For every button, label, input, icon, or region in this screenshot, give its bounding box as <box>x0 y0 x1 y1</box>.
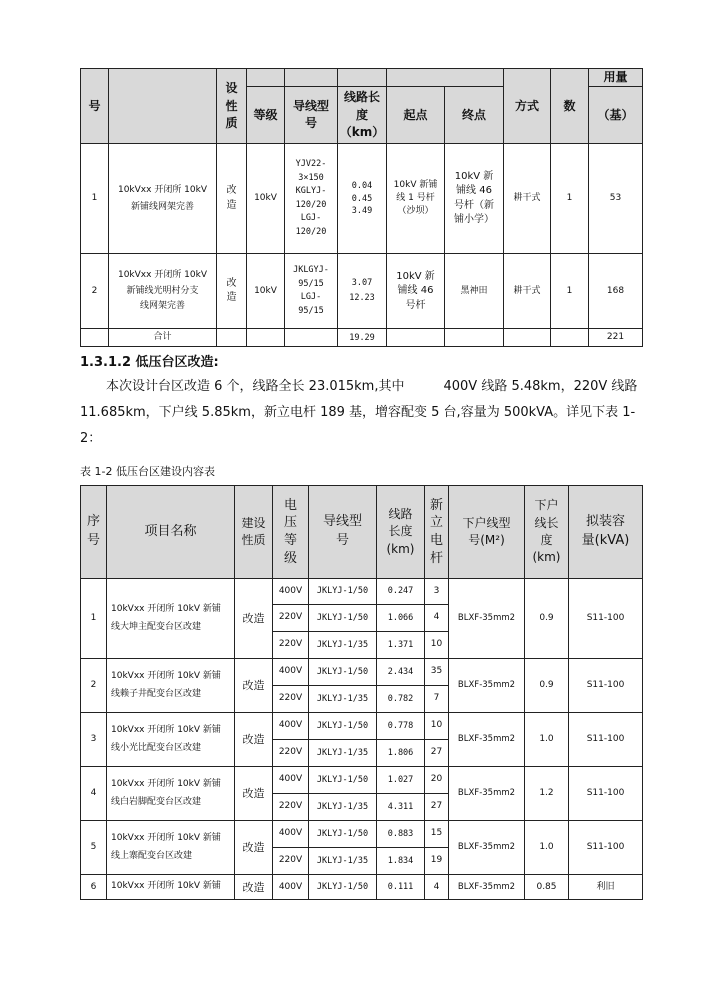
t2-cell-wire: JKLYJ-1/35 <box>309 686 377 713</box>
t1-cell-no: 1 <box>81 144 109 254</box>
t1-cell-name: 10kVxx 开闭所 10kV 新铺线光明村分支 线网架完善 <box>109 254 217 329</box>
t2-cell-voltage: 400V <box>273 579 309 605</box>
table-row <box>81 659 643 686</box>
t1-header-length: 线路长 度 （km） <box>338 87 387 144</box>
t1-total-blank <box>551 329 589 347</box>
t2-header-no: 序 号 <box>81 486 107 579</box>
t1-cell-wire: YJV22- 3×150 KGLYJ- 120/20 LGJ- 120/20 <box>285 144 338 254</box>
t2-cell-voltage: 220V <box>273 794 309 821</box>
t2-cell-capacity: S11-100 <box>569 659 643 713</box>
table-row <box>81 713 643 740</box>
t2-cell-poles: 4 <box>425 875 449 918</box>
t2-cell-capacity: S11-100 <box>569 579 643 659</box>
t2-cell-service-wire: BLXF-35mm2 <box>449 659 525 713</box>
t2-header-capacity: 拟装容 量(kVA) <box>569 486 643 579</box>
t1-cell-name: 10kVxx 开闭所 10kV 新铺线网架完善 <box>109 144 217 254</box>
t1-cell-method: 耕干式 <box>504 254 551 329</box>
t1-cell-wire: JKLGYJ- 95/15 LGJ- 95/15 <box>285 254 338 329</box>
t2-cell-voltage: 220V <box>273 605 309 632</box>
t2-cell-service-wire: BLXF-35mm2 <box>449 767 525 821</box>
t2-cell-no: 5 <box>81 821 107 875</box>
t2-cell-service-length: 0.9 <box>525 659 569 713</box>
t1-header-method: 方式 <box>504 69 551 144</box>
t1-header-blank <box>285 69 338 87</box>
t2-cell-no: 1 <box>81 579 107 659</box>
t1-header-end: 终点 <box>445 87 504 144</box>
t2-cell-service-wire: BLXF-35mm2 <box>449 713 525 767</box>
t1-cell-nature: 改 造 <box>217 144 247 254</box>
t2-cell-poles: 35 <box>425 659 449 686</box>
t2-cell-nature: 改造 <box>235 821 273 875</box>
t1-total-usage: 221 <box>589 329 643 347</box>
t2-cell-length: 1.806 <box>377 740 425 767</box>
t2-header-length: 线路 长度 (km) <box>377 486 425 579</box>
section-heading: 1.3.1.2 低压台区改造: <box>80 355 219 370</box>
t1-cell-usage: 53 <box>589 144 643 254</box>
t1-cell-level: 10kV <box>247 254 285 329</box>
t1-header-level: 等级 <box>247 87 285 144</box>
t2-cell-voltage: 400V <box>273 713 309 740</box>
t2-cell-poles: 15 <box>425 821 449 848</box>
t2-cell-voltage: 220V <box>273 632 309 659</box>
t1-header-count: 数 <box>551 69 589 144</box>
t2-cell-length: 4.311 <box>377 794 425 821</box>
t2-cell-voltage: 220V <box>273 686 309 713</box>
t1-total-length: 19.29 <box>338 329 387 347</box>
t2-cell-name: 10kVxx 开闭所 10kV 新铺 <box>107 875 235 918</box>
t2-cell-service-length: 1.2 <box>525 767 569 821</box>
table-total-row <box>81 329 643 347</box>
t2-cell-wire: JKLYJ-1/50 <box>309 767 377 794</box>
t2-cell-length: 0.883 <box>377 821 425 848</box>
t1-header-start: 起点 <box>387 87 445 144</box>
t1-header-nature: 设 性 质 <box>217 69 247 144</box>
t2-cell-poles: 7 <box>425 686 449 713</box>
table-row <box>81 144 643 254</box>
t2-cell-voltage: 400V <box>273 767 309 794</box>
t2-cell-service-wire: BLXF-35mm2 <box>449 875 525 918</box>
t2-cell-capacity: 利旧 <box>569 875 643 918</box>
t2-cell-poles: 10 <box>425 632 449 659</box>
t2-cell-wire: JKLYJ-1/35 <box>309 740 377 767</box>
t1-cell-start: 10kV 新铺 线 1 号杆 （沙坝） <box>387 144 445 254</box>
t2-cell-voltage: 220V <box>273 740 309 767</box>
t2-cell-wire: JKLYJ-1/50 <box>309 579 377 605</box>
t2-cell-no: 6 <box>81 875 107 918</box>
t2-cell-poles: 19 <box>425 848 449 875</box>
t2-cell-length: 1.371 <box>377 632 425 659</box>
t1-cell-usage: 168 <box>589 254 643 329</box>
t2-cell-poles: 20 <box>425 767 449 794</box>
t2-cell-wire: JKLYJ-1/50 <box>309 605 377 632</box>
t2-header-service-length: 下户 线长 度 (km) <box>525 486 569 579</box>
t2-header-voltage: 电 压 等 级 <box>273 486 309 579</box>
t2-cell-capacity: S11-100 <box>569 767 643 821</box>
t2-cell-length: 0.782 <box>377 686 425 713</box>
t1-header-name <box>109 69 217 144</box>
t1-cell-end: 10kV 新 铺线 46 号杆（新 铺小学） <box>445 144 504 254</box>
t1-total-blank <box>387 329 445 347</box>
t1-total-label: 合计 <box>109 329 217 347</box>
t1-total-blank <box>217 329 247 347</box>
table-caption: 表 1-2 低压台区建设内容表 <box>80 465 215 478</box>
t2-cell-poles: 27 <box>425 740 449 767</box>
page-crop-mask <box>0 900 703 994</box>
t2-cell-wire: JKLYJ-1/35 <box>309 794 377 821</box>
t2-cell-poles: 4 <box>425 605 449 632</box>
table-row <box>81 821 643 848</box>
t2-cell-length: 1.027 <box>377 767 425 794</box>
t2-cell-length: 0.247 <box>377 579 425 605</box>
table-row <box>81 254 643 329</box>
t2-cell-name: 10kVxx 开闭所 10kV 新铺 线白岩脚配变台区改建 <box>107 767 235 821</box>
t1-cell-count: 1 <box>551 254 589 329</box>
t1-cell-length: 3.07 12.23 <box>338 254 387 329</box>
t2-header-nature: 建设 性质 <box>235 486 273 579</box>
t1-total-blank <box>285 329 338 347</box>
t2-cell-length: 2.434 <box>377 659 425 686</box>
t1-cell-count: 1 <box>551 144 589 254</box>
t2-cell-wire: JKLYJ-1/50 <box>309 821 377 848</box>
t1-header-no: 号 <box>81 69 109 144</box>
t1-header-blank <box>338 69 387 87</box>
t2-cell-length: 1.066 <box>377 605 425 632</box>
table-row <box>81 579 643 605</box>
t1-total-blank <box>504 329 551 347</box>
t2-cell-wire: JKLYJ-1/35 <box>309 848 377 875</box>
t2-cell-wire: JKLYJ-1/50 <box>309 875 377 918</box>
t2-header-service-wire: 下户线型 号(M²) <box>449 486 525 579</box>
t2-cell-length: 1.834 <box>377 848 425 875</box>
t1-header-blank <box>387 69 504 87</box>
t2-cell-wire: JKLYJ-1/50 <box>309 713 377 740</box>
t2-cell-no: 4 <box>81 767 107 821</box>
t2-cell-name: 10kVxx 开闭所 10kV 新铺 线小光比配变台区改建 <box>107 713 235 767</box>
low-voltage-area-table <box>80 485 643 918</box>
t1-cell-end: 黑神田 <box>445 254 504 329</box>
t2-cell-nature: 改造 <box>235 767 273 821</box>
t1-header-blank <box>247 69 285 87</box>
t2-cell-voltage: 400V <box>273 875 309 918</box>
section-paragraph: 本次设计台区改造 6 个，线路全长 23.015km,其中 400V 线路 5.48km，220V 线路 11.685km，下户线 5.85km，新立电杆 189 基，增容配变 5 台,容量为 500kVA。详见下表 1-2： <box>80 379 638 446</box>
t2-cell-service-wire: BLXF-35mm2 <box>449 821 525 875</box>
t1-cell-start: 10kV 新 铺线 46 号杆 <box>387 254 445 329</box>
t2-cell-capacity: S11-100 <box>569 821 643 875</box>
t2-cell-service-length: 1.0 <box>525 821 569 875</box>
t2-cell-wire: JKLYJ-1/35 <box>309 632 377 659</box>
t2-cell-nature: 改造 <box>235 659 273 713</box>
t1-total-blank <box>247 329 285 347</box>
table-row <box>81 767 643 794</box>
t2-cell-name: 10kVxx 开闭所 10kV 新铺 线赖子井配变台区改建 <box>107 659 235 713</box>
t2-header-name: 项目名称 <box>107 486 235 579</box>
t2-cell-poles: 27 <box>425 794 449 821</box>
t1-cell-no: 2 <box>81 254 109 329</box>
t2-cell-nature: 改造 <box>235 579 273 659</box>
t2-cell-service-length: 1.0 <box>525 713 569 767</box>
t2-cell-no: 3 <box>81 713 107 767</box>
t2-cell-voltage: 400V <box>273 821 309 848</box>
t2-cell-capacity: S11-100 <box>569 713 643 767</box>
t2-cell-length: 0.111 <box>377 875 425 918</box>
t2-cell-voltage: 220V <box>273 848 309 875</box>
t2-cell-voltage: 400V <box>273 659 309 686</box>
t1-header-usage: 用量 <box>589 69 643 87</box>
t1-total-blank <box>445 329 504 347</box>
line-project-table <box>80 68 643 347</box>
t2-cell-service-length: 0.9 <box>525 579 569 659</box>
t2-cell-service-wire: BLXF-35mm2 <box>449 579 525 659</box>
t2-header-poles: 新 立 电 杆 <box>425 486 449 579</box>
t2-cell-poles: 10 <box>425 713 449 740</box>
t2-header-wire: 导线型 号 <box>309 486 377 579</box>
t1-header-usage-unit: （基） <box>589 87 643 144</box>
t1-header-wire: 导线型 号 <box>285 87 338 144</box>
t2-cell-service-length: 0.85 <box>525 875 569 918</box>
t2-cell-length: 0.778 <box>377 713 425 740</box>
t1-cell-level: 10kV <box>247 144 285 254</box>
t2-cell-wire: JKLYJ-1/50 <box>309 659 377 686</box>
t2-cell-nature: 改造 <box>235 875 273 918</box>
t2-cell-name: 10kVxx 开闭所 10kV 新铺 线大坤主配变台区改建 <box>107 579 235 659</box>
table-bottom-edge <box>80 899 642 900</box>
t1-total-blank <box>81 329 109 347</box>
t1-cell-length: 0.04 0.45 3.49 <box>338 144 387 254</box>
t2-cell-poles: 3 <box>425 579 449 605</box>
t2-cell-name: 10kVxx 开闭所 10kV 新铺 线上寨配变台区改建 <box>107 821 235 875</box>
t1-cell-method: 耕干式 <box>504 144 551 254</box>
t2-cell-no: 2 <box>81 659 107 713</box>
t2-cell-nature: 改造 <box>235 713 273 767</box>
t1-cell-nature: 改 造 <box>217 254 247 329</box>
